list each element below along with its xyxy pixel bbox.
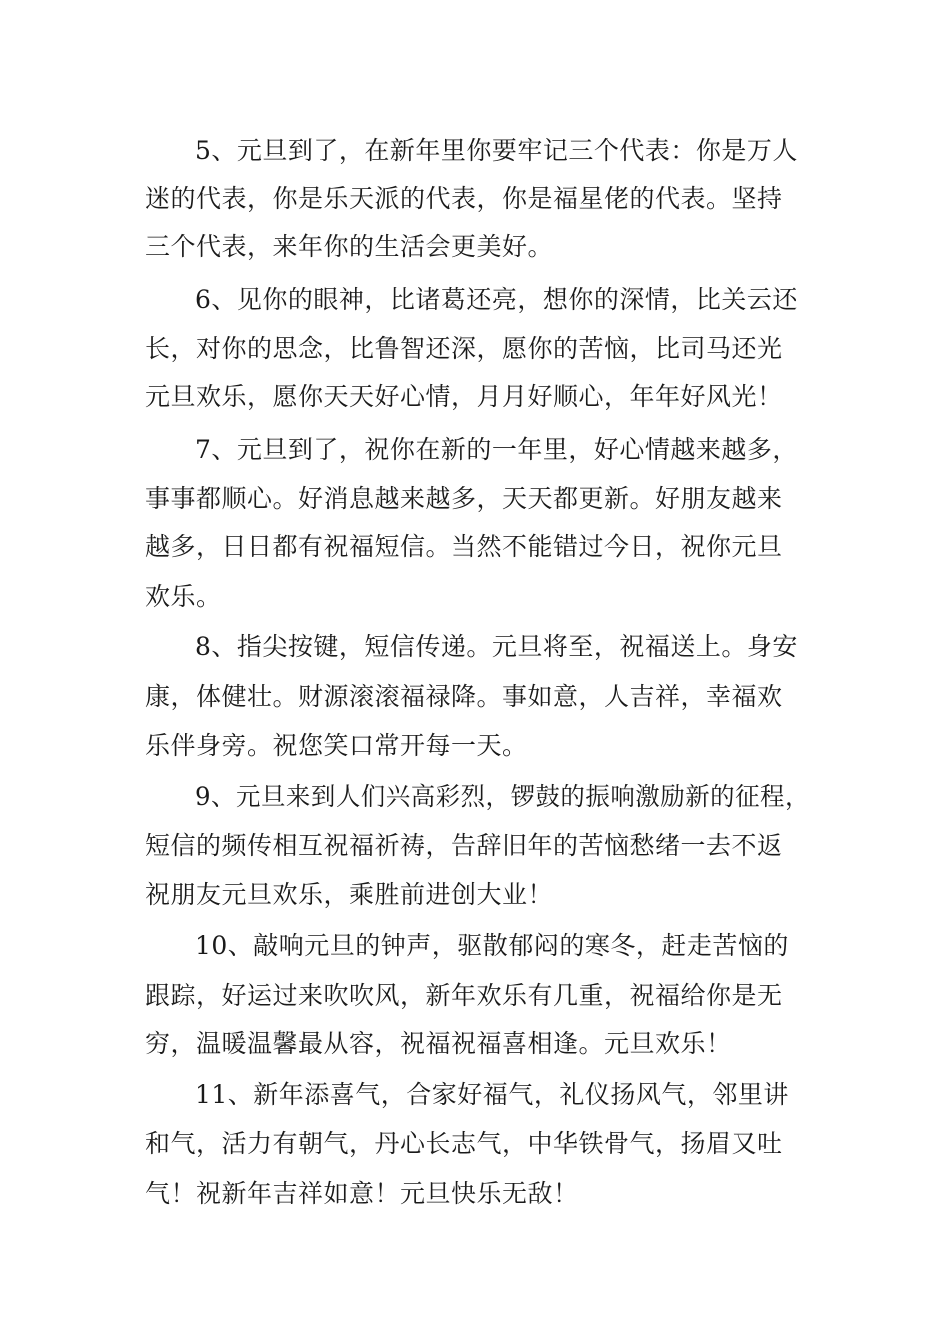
paragraph-10-line-3: 穷，温暖温馨最从容，祝福祝福喜相逢。元旦欢乐！ bbox=[145, 1029, 732, 1058]
paragraph-5-line-2: 迷的代表，你是乐天派的代表，你是福星佬的代表。坚持 bbox=[145, 184, 783, 213]
paragraph-6-line-2: 长，对你的思念，比鲁智还深，愿你的苦恼，比司马还光 bbox=[145, 334, 783, 363]
paragraph-11-line-2: 和气，活力有朝气，丹心长志气，中华铁骨气，扬眉又吐 bbox=[145, 1129, 783, 1158]
paragraph-10-line-1: 10、敲响元旦的钟声，驱散郁闷的寒冬，赶走苦恼的 bbox=[195, 931, 789, 960]
paragraph-7-line-2: 事事都顺心。好消息越来越多，天天都更新。好朋友越来 bbox=[145, 484, 783, 513]
paragraph-10-line-2: 跟踪，好运过来吹吹风，新年欢乐有几重，祝福给你是无 bbox=[145, 981, 783, 1010]
paragraph-5-line-3: 三个代表，来年你的生活会更美好。 bbox=[145, 232, 554, 261]
paragraph-7-line-4: 欢乐。 bbox=[145, 582, 222, 611]
paragraph-6-line-1: 6、见你的眼神，比诸葛还亮，想你的深情，比关云还 bbox=[195, 285, 798, 314]
paragraph-8-line-1: 8、指尖按键，短信传递。元旦将至，祝福送上。身安 bbox=[195, 632, 798, 661]
paragraph-9-line-1: 9、元旦来到人们兴高彩烈，锣鼓的振响激励新的征程， bbox=[195, 782, 810, 811]
paragraph-9-line-2: 短信的频传相互祝福祈祷，告辞旧年的苦恼愁绪一去不返 bbox=[145, 831, 783, 860]
paragraph-11-line-1: 11、新年添喜气，合家好福气，礼仪扬风气，邻里讲 bbox=[195, 1080, 789, 1109]
paragraph-5-line-1: 5、元旦到了，在新年里你要牢记三个代表：你是万人 bbox=[195, 136, 798, 165]
paragraph-8-line-2: 康，体健壮。财源滚滚福禄降。事如意，人吉祥，幸福欢 bbox=[145, 682, 783, 711]
paragraph-11-line-3: 气！祝新年吉祥如意！元旦快乐无敌！ bbox=[145, 1179, 579, 1208]
paragraph-7-line-3: 越多，日日都有祝福短信。当然不能错过今日，祝你元旦 bbox=[145, 532, 783, 561]
paragraph-9-line-3: 祝朋友元旦欢乐，乘胜前进创大业！ bbox=[145, 880, 554, 909]
paragraph-7-line-1: 7、元旦到了，祝你在新的一年里，好心情越来越多， bbox=[195, 435, 798, 464]
paragraph-6-line-3: 元旦欢乐，愿你天天好心情，月月好顺心，年年好风光！ bbox=[145, 382, 783, 411]
paragraph-8-line-3: 乐伴身旁。祝您笑口常开每一天。 bbox=[145, 731, 528, 760]
